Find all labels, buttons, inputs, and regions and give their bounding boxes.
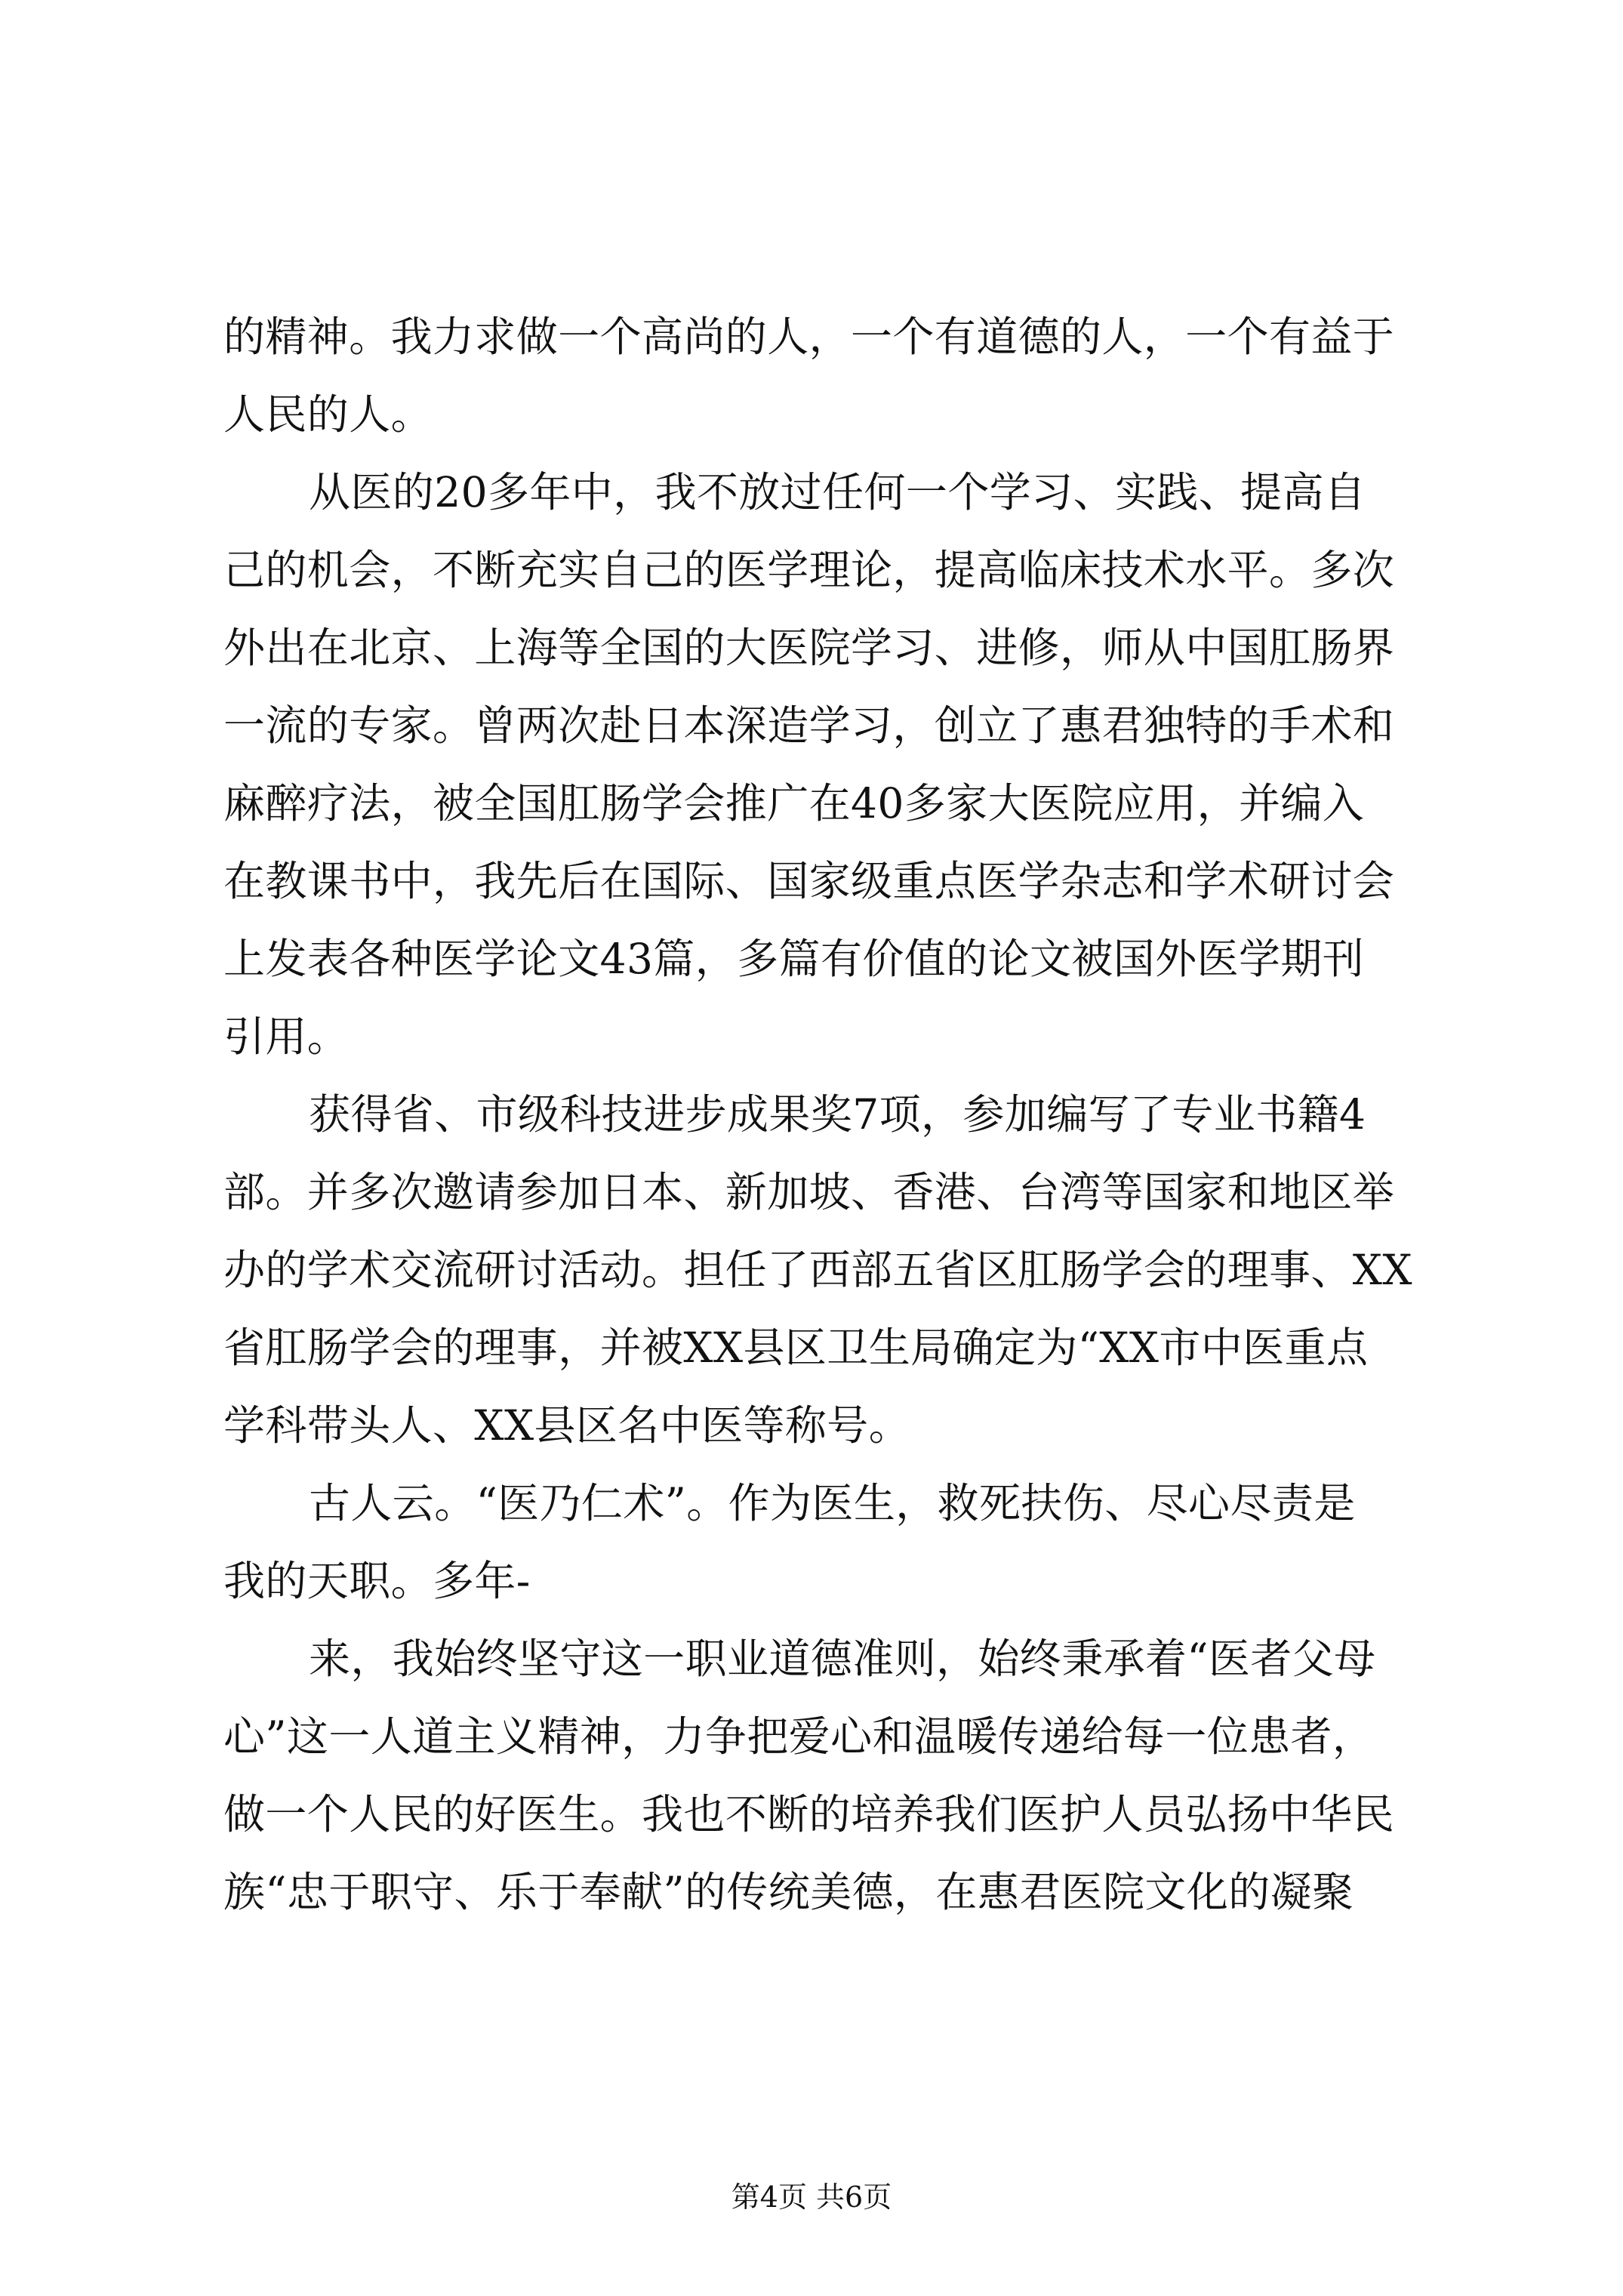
text-line: 一流的专家。曾两次赴日本深造学习，创立了惠君独特的手术和: [223, 701, 1395, 750]
text-line: 的精神。我力求做一个高尚的人，一个有道德的人，一个有益于: [223, 313, 1395, 361]
text-line: 古人云。“医乃仁术”。作为医生，救死扶伤、尽心尽责是: [309, 1479, 1356, 1527]
text-line: 人民的人。: [223, 390, 433, 439]
text-line: 在教课书中，我先后在国际、国家级重点医学杂志和学术研讨会: [223, 857, 1395, 905]
text-line: 来，我始终坚守这一职业道德准则，始终秉承着“医者父母: [309, 1635, 1376, 1683]
text-line: 外出在北京、上海等全国的大医院学习、进修，师从中国肛肠界: [223, 624, 1395, 672]
text-line: 办的学术交流研讨活动。担任了西部五省区肛肠学会的理事、XX: [223, 1246, 1412, 1294]
body-text: [223, 298, 1418, 1931]
text-line: 心”这一人道主义精神，力争把爱心和温暖传递给每一位患者，: [223, 1712, 1375, 1761]
text-line: 做一个人民的好医生。我也不断的培养我们医护人员弘扬中华民: [223, 1790, 1395, 1838]
text-line: 我的天职。多年-: [223, 1557, 531, 1605]
text-line: 部。并多次邀请参加日本、新加坡、香港、台湾等国家和地区举: [223, 1168, 1395, 1216]
text-line: 学科带头人、XX县区名中医等称号。: [223, 1401, 911, 1450]
text-line: 己的机会，不断充实自己的医学理论，提高临床技术水平。多次: [223, 546, 1395, 594]
text-line: 省肛肠学会的理事，并被XX县区卫生局确定为“XX市中医重点: [223, 1324, 1369, 1372]
text-line: 获得省、市级科技进步成果奖7项，参加编写了专业书籍4: [309, 1090, 1366, 1139]
text-line: 族“忠于职守、乐于奉献”的传统美德，在惠君医院文化的凝聚: [223, 1868, 1354, 1916]
page-footer: 第4页 共6页: [731, 2180, 892, 2214]
text-line: 从医的20多年中，我不放过任何一个学习、实践、提高自: [309, 468, 1366, 516]
text-line: 引用。: [223, 1012, 350, 1061]
text-line: 麻醉疗法，被全国肛肠学会推广在40多家大医院应用，并编入: [223, 779, 1365, 827]
text-line: 上发表各种医学论文43篇，多篇有价值的论文被国外医学期刊: [223, 935, 1365, 983]
